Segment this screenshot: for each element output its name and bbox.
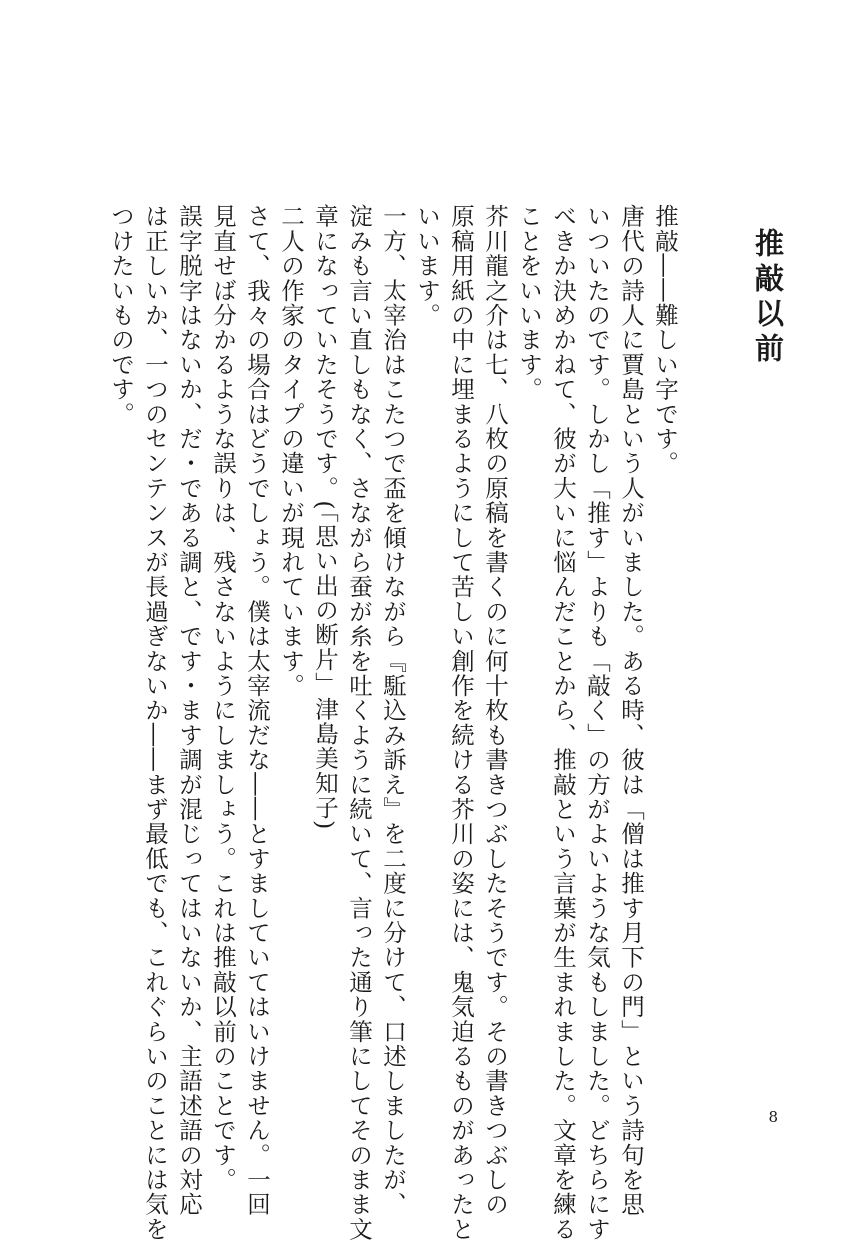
page-number: 8 (768, 1108, 778, 1126)
text-column: 見直せば分かるような誤りは、残さないようにしましょう。これは推敲以前のことです。 (209, 204, 237, 1192)
body-text (104, 204, 682, 1241)
text-column: つけたいものです。 (107, 204, 135, 427)
text-column: 二人の作家のタイプの違いが現れています。 (277, 204, 305, 698)
text-column: いいます。 (413, 204, 441, 328)
text-column: 芥川龍之介は七、八枚の原稿を書くのに何十枚も書きつぶしたそうです。その書きつぶしの (481, 204, 509, 1217)
text-column: 唐代の詩人に賈島という人がいました。ある時、彼は「僧は推す月下の門」という詩句を思 (617, 204, 645, 1217)
text-column: 原稿用紙の中に埋まるようにして苦しい創作を続ける芥川の姿には、鬼気迫るものがあったと (447, 204, 475, 1241)
text-column: は正しいか、一つのセンテンスが長過ぎないか――まず最低でも、これぐらいのことには気を (141, 204, 169, 1241)
text-column: 推敲――難しい字です。 (651, 204, 679, 476)
text-column: 淀みも言い直しもなく、さながら蚕が糸を吐くように続いて、言った通り筆にしてそのまま文 (345, 204, 373, 1241)
text-column: べきか決めかねて、彼が大いに悩んだことから、推敲という言葉が生まれました。文章を練る (549, 204, 577, 1241)
text-column: 一方、太宰治はこたつで盃を傾けながら『駈込み訴え』を二度に分けて、口述しましたが、 (379, 204, 407, 1217)
page-title: 推敲以前 (751, 228, 785, 368)
text-column: いついたのです。しかし「推す」よりも「敲く」の方がよいような気もしました。どちらにす (583, 204, 611, 1241)
text-column: 章になっていたそうです。(「思い出の断片」津島美知子) (311, 204, 339, 831)
text-column: さて、我々の場合はどうでしょう。僕は太宰流だな――とすましていてはいけません。一回 (243, 204, 271, 1217)
text-column: 誤字脱字はないか、だ・である調と、です・ます調が混じってはいないか、主語述語の対応 (175, 204, 203, 1217)
text-column: ことをいいます。 (515, 204, 543, 402)
